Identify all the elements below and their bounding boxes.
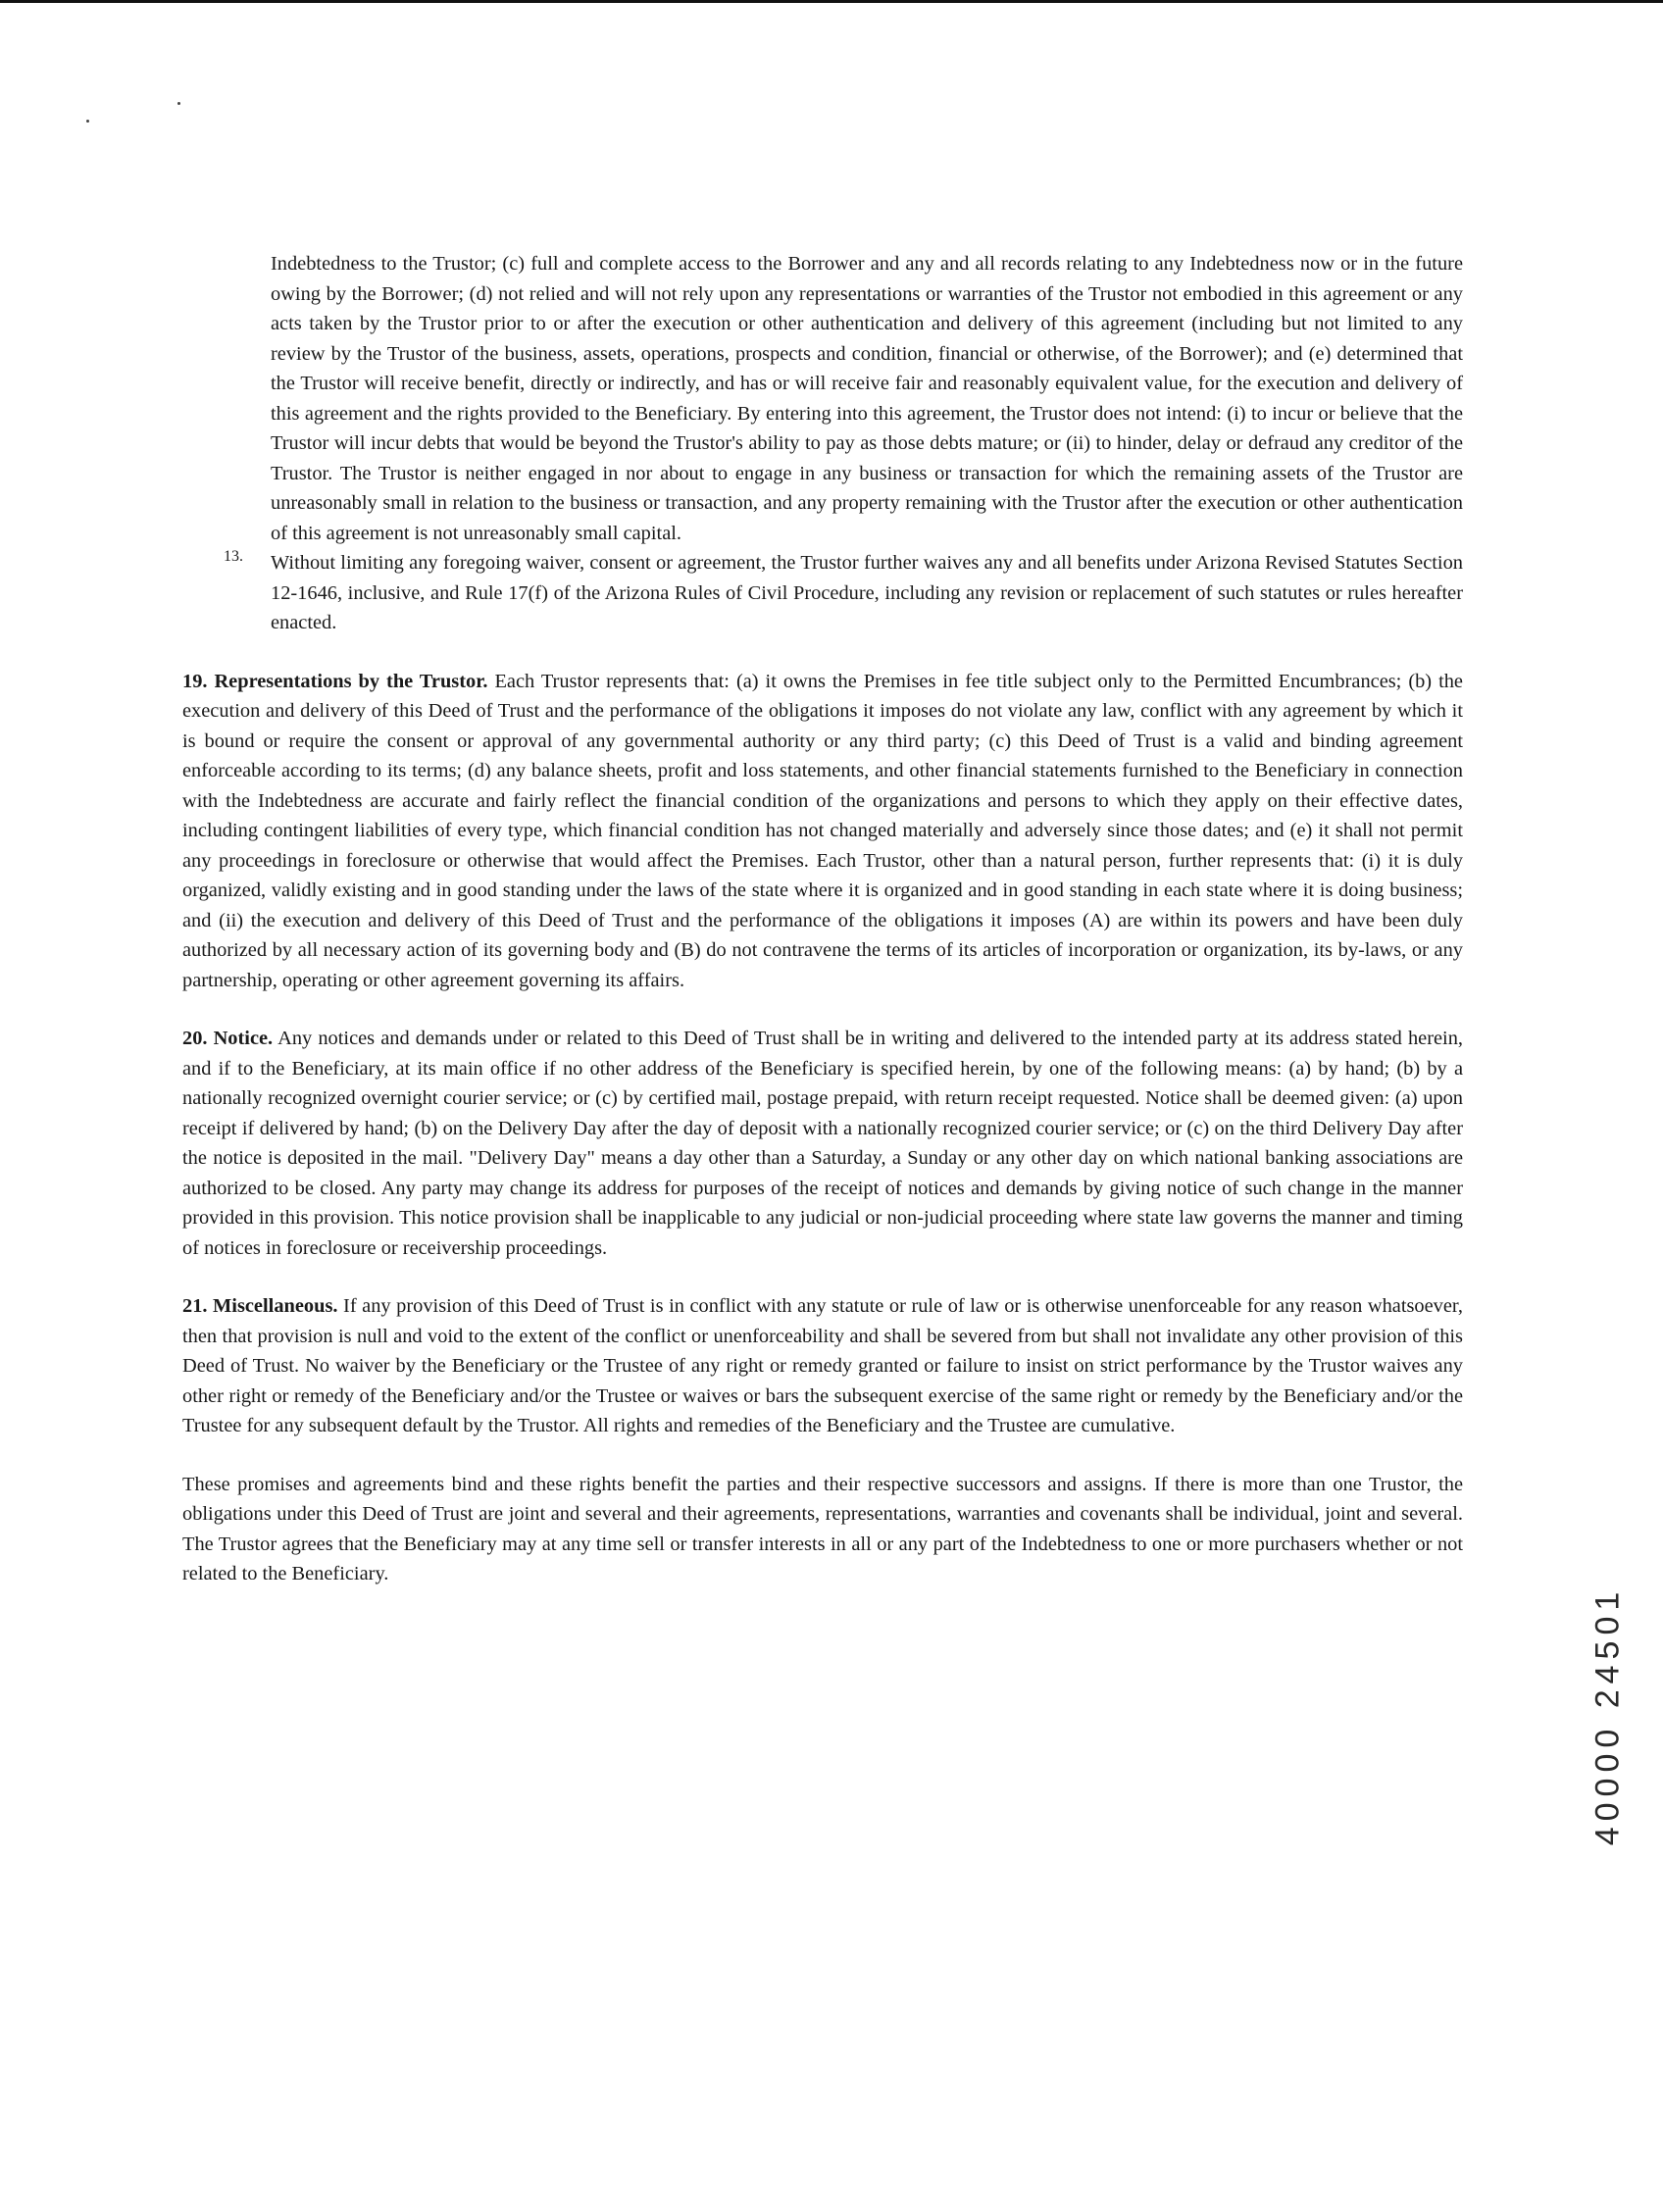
- section-body: Each Trustor represents that: (a) it owns the Premises in fee title subject only to the Permitted Encumbrances; (b) the execution and delivery of this Deed of Trust and the performance of the obligations it imposes do not violate any law, conflict with any agreement by which it is bound or require the consent or approval of any governmental authority or any third party; (c) this Deed of Trust is a valid and binding agreement enforceable according to its terms; (d) any balance sheets, profit and loss statements, and other financial statements furnished to the Beneficiary in connection with the Indebtedness are accurate and fairly reflect the financial condition of the organizations and persons to which they apply on their effective dates, including contingent liabilities of every type, which financial condition has not changed materially and adversely since those dates; and (e) it shall not permit any proceedings in foreclosure or otherwise that would affect the Premises. Each Trustor, other than a natural person, further represents that: (i) it is duly organized, validly existing and in good standing under the laws of the state where it is organized and in good standing in each state where it is doing business; and (ii) the execution and delivery of this Deed of Trust and the performance of the obligations it imposes (A) are within its powers and have been duly authorized by all necessary action of its governing body and (B) do not contravene the terms of its articles of incorporation or organization, its by-laws, or any partnership, operating or other agreement governing its affairs.: [182, 670, 1463, 991]
- list-item-text: Without limiting any foregoing waiver, consent or agreement, the Trustor further waives any and all benefits under Arizona Revised Statutes Section 12-1646, inclusive, and Rule 17(f) of the Arizona Rules of Civil Procedure, including any revision or replacement of such statutes or rules hereafter enacted.: [271, 552, 1463, 633]
- scan-speck: [177, 102, 180, 105]
- section-body: If any provision of this Deed of Trust is in conflict with any statute or rule of law or is otherwise unenforceable for any reason whatsoever, then that provision is null and void to the extent of the conflict or unenforceability and shall be severed from but shall not invalidate any other provision of this Deed of Trust. No waiver by the Beneficiary or the Trustee of any right or remedy granted or failure to insist on strict performance by the Trustor waives any other right or remedy of the Beneficiary and/or the Trustee or waives or bars the subsequent exercise of the same right or remedy by the Beneficiary and/or the Trustee for any subsequent default by the Trustor. All rights and remedies of the Beneficiary and the Trustee are cumulative.: [182, 1295, 1463, 1436]
- section-body: Any notices and demands under or related to this Deed of Trust shall be in writing and delivered to the intended party at its address stated herein, and if to the Beneficiary, at its main office if no other address of the Beneficiary is specified herein, by one of the following means: (a) by hand; (b) by a nationally recognized overnight courier service; or (c) by certified mail, postage prepaid, with return receipt requested. Notice shall be deemed given: (a) upon receipt if delivered by hand; (b) on the Delivery Day after the day of deposit with a nationally recognized courier service; or (c) on the third Delivery Day after the notice is deposited in the mail. "Delivery Day" means a day other than a Saturday, a Sunday or any other day on which national banking associations are authorized to be closed. Any party may change its address for purposes of the receipt of notices and demands by giving notice of such change in the manner provided in this provision. This notice provision shall be inapplicable to any judicial or non-judicial proceeding where state law governs the manner and timing of notices in foreclosure or receivership proceedings.: [182, 1028, 1463, 1259]
- section-21-miscellaneous: [182, 1291, 1463, 1441]
- section-heading: 20. Notice.: [182, 1028, 274, 1049]
- closing-block: [182, 1470, 1463, 1589]
- section-19-paragraph: [182, 667, 1463, 996]
- closing-paragraph: These promises and agreements bind and these rights benefit the parties and their respective successors and assigns. If there is more than one Trustor, the obligations under this Deed of Trust are joint and several and their agreements, representations, warranties and covenants shall be individual, joint and several. The Trustor agrees that the Beneficiary may at any time sell or transfer interests in all or any part of the Indebtedness to one or more purchasers whether or not related to the Beneficiary.: [182, 1473, 1463, 1584]
- section-heading: 21. Miscellaneous.: [182, 1295, 338, 1317]
- section-heading: 19. Representations by the Trustor.: [182, 670, 488, 692]
- continuation-block: [271, 249, 1463, 548]
- section-21-paragraph: [182, 1291, 1463, 1441]
- list-item-number: 13.: [224, 548, 243, 565]
- continuation-paragraph: Indebtedness to the Trustor; (c) full and complete access to the Borrower and any and all records relating to any Indebtedness now or in the future owing by the Borrower; (d) not relied and will not rely upon any representations or warranties of the Trustor not embodied in this agreement or any acts taken by the Trustor prior to or after the execution or other authentication and delivery of this agreement (including but not limited to any review by the Trustor of the business, assets, operations, prospects and condition, financial or otherwise, of the Borrower); and (e) determined that the Trustor will receive benefit, directly or indirectly, and has or will receive fair and reasonably equivalent value, for the execution and delivery of this agreement and the rights provided to the Beneficiary. By entering into this agreement, the Trustor does not intend: (i) to incur or believe that the Trustor will incur debts that would be beyond the Trustor's ability to pay as those debts mature; or (ii) to hinder, delay or defraud any creditor of the Trustor. The Trustor is neither engaged in nor about to engage in any business or transaction for which the remaining assets of the Trustor are unreasonably small in relation to the business or transaction, and any property remaining with the Trustor after the execution or other authentication of this agreement is not unreasonably small capital.: [271, 253, 1463, 544]
- section-20-notice: [182, 1024, 1463, 1263]
- recording-number: 40000 24501: [1588, 1585, 1627, 1846]
- recording-stamp: [1588, 1569, 1628, 1863]
- scan-speck: [86, 120, 89, 123]
- section-19-representations: [182, 667, 1463, 996]
- top-scan-rule: [0, 0, 1663, 3]
- list-item-13: [224, 548, 1463, 638]
- document-page: [182, 249, 1463, 1589]
- section-20-paragraph: [182, 1024, 1463, 1263]
